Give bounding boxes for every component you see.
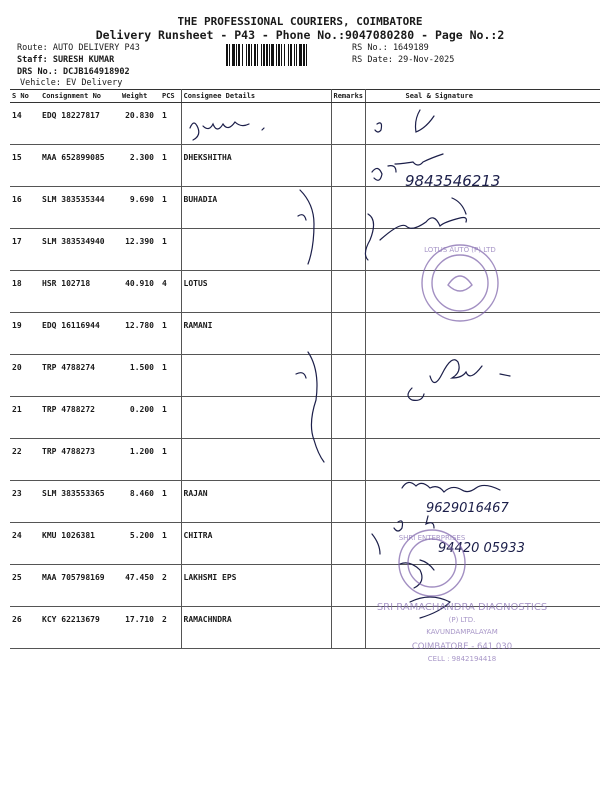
row-consignment-no: SLM 383535344 [40,187,120,229]
svg-text:KAVUNDAMPALAYAM: KAVUNDAMPALAYAM [426,628,498,636]
row-consignee [181,355,331,397]
table-row [10,313,600,355]
barcode-bar [229,44,230,66]
row-consignee: CHITRA [181,523,331,565]
row-seal-signature [365,481,600,523]
barcode-bar [238,44,240,66]
row-remarks [331,439,365,481]
runsheet-table [10,89,600,649]
row-consignee: LAKHSMI EPS [181,565,331,607]
header-seal: Seal & Signature [365,90,600,103]
header-consignee: Consignee Details [181,90,331,103]
row-sno: 21 [10,397,40,439]
row-weight: 1.500 [120,355,160,397]
row-remarks [331,397,365,439]
table-row [10,397,600,439]
row-weight: 47.450 [120,565,160,607]
barcode-bar [232,44,235,66]
row-consignment-no: KMU 1026381 [40,523,120,565]
row-consignee: BUHADIA [181,187,331,229]
row-pcs: 1 [160,481,181,523]
row-weight: 9.690 [120,187,160,229]
row-weight: 20.830 [120,103,160,145]
row-seal-signature [365,145,600,187]
row-consignee [181,439,331,481]
row-pcs: 1 [160,229,181,271]
rs-date: RS Date: 29-Nov-2025 [352,55,455,65]
barcode-bar [242,44,243,66]
row-sno: 25 [10,565,40,607]
row-weight: 1.200 [120,439,160,481]
row-consignment-no: SLM 383534940 [40,229,120,271]
rs-number: RS No.: 1649189 [352,43,429,53]
row-seal-signature [365,313,600,355]
row-consignment-no: SLM 383553365 [40,481,120,523]
row-weight: 12.780 [120,313,160,355]
handwritten-phone-23: 9629016467 [426,501,509,516]
barcode-bar [290,44,292,66]
header-pcs: PCS [160,90,181,103]
barcode-bar [306,44,307,66]
table-row [10,481,600,523]
handwritten-phone-15: 9843546213 [405,172,501,190]
company-title: THE PROFESSIONAL COURIERS, COIMBATORE [177,15,423,28]
table-row [10,271,600,313]
row-remarks [331,145,365,187]
row-remarks [331,607,365,649]
barcode-bar [263,44,265,66]
row-weight: 5.200 [120,523,160,565]
barcode-bar [299,44,302,66]
row-sno: 16 [10,187,40,229]
barcode-bar [246,44,247,66]
barcode-bar [269,44,270,66]
table-row [10,565,600,607]
row-consignment-no: TRP 4788272 [40,397,120,439]
barcode-bar [261,44,262,66]
row-weight: 17.710 [120,607,160,649]
barcode-bar [296,44,297,66]
row-remarks [331,565,365,607]
row-pcs: 1 [160,103,181,145]
table-row [10,355,600,397]
barcode-bar [257,44,258,66]
row-weight: 8.460 [120,481,160,523]
row-pcs: 2 [160,607,181,649]
row-consignment-no: HSR 102718 [40,271,120,313]
row-seal-signature [365,439,600,481]
row-remarks [331,355,365,397]
row-remarks [331,187,365,229]
table-row [10,103,600,145]
row-sno: 18 [10,271,40,313]
barcode-bar [271,44,274,66]
svg-text:SRI RAMACHANDRA DIAGNOSTICS: SRI RAMACHANDRA DIAGNOSTICS [376,602,548,613]
barcode-bar [284,44,285,66]
row-seal-signature [365,397,600,439]
row-remarks [331,313,365,355]
row-pcs: 1 [160,439,181,481]
barcode-bar [278,44,280,66]
row-remarks [331,523,365,565]
row-remarks [331,271,365,313]
row-pcs: 4 [160,271,181,313]
row-sno: 19 [10,313,40,355]
row-consignment-no: TRP 4788273 [40,439,120,481]
barcode-bar [251,44,252,66]
svg-text:(P) LTD.: (P) LTD. [448,616,476,624]
svg-text:SHRI ENTERPRISES: SHRI ENTERPRISES [398,534,466,542]
runsheet-subtitle: Delivery Runsheet - P43 - Phone No.:9047080280 - Page No.:2 [95,28,505,42]
row-weight: 0.200 [120,397,160,439]
barcode-bar [303,44,305,66]
row-consignment-no: MAA 705798169 [40,565,120,607]
row-seal-signature [365,607,600,649]
barcode-bar [294,44,295,66]
row-pcs: 1 [160,187,181,229]
barcode-bar [266,44,268,66]
barcode-bar [248,44,250,66]
row-seal-signature [365,229,600,271]
row-consignee [181,229,331,271]
row-consignee: LOTUS [181,271,331,313]
row-seal-signature [365,565,600,607]
row-pcs: 1 [160,313,181,355]
header-consignment: Consignment No [40,90,120,103]
barcode-bar [281,44,282,66]
barcode-bar [254,44,256,66]
row-remarks [331,481,365,523]
row-sno: 15 [10,145,40,187]
row-remarks [331,103,365,145]
barcode-bar [288,44,289,66]
row-pcs: 1 [160,355,181,397]
row-weight: 40.910 [120,271,160,313]
row-sno: 22 [10,439,40,481]
header-weight: Weight [120,90,160,103]
row-seal-signature [365,103,600,145]
row-seal-signature [365,187,600,229]
row-weight: 12.390 [120,229,160,271]
row-sno: 24 [10,523,40,565]
row-sno: 26 [10,607,40,649]
row-sno: 14 [10,103,40,145]
table-row [10,187,600,229]
svg-text:LOTUS AUTO (P) LTD: LOTUS AUTO (P) LTD [424,246,496,254]
row-consignee [181,103,331,145]
row-consignment-no: MAA 652899085 [40,145,120,187]
row-weight: 2.300 [120,145,160,187]
svg-text:COIMBATORE - 641 030: COIMBATORE - 641 030 [411,642,513,652]
row-consignee: RAMANI [181,313,331,355]
row-pcs: 1 [160,397,181,439]
barcode-bar [276,44,277,66]
row-consignment-no: TRP 4788274 [40,355,120,397]
row-consignee: RAMACHNDRA [181,607,331,649]
row-sno: 23 [10,481,40,523]
row-consignment-no: KCY 62213679 [40,607,120,649]
header-sno: S No [10,90,40,103]
drs-number: DRS No.: DCJB164918902 [17,67,130,77]
row-seal-signature [365,271,600,313]
row-consignee: RAJAN [181,481,331,523]
row-pcs: 2 [160,565,181,607]
row-consignee: DHEKSHITHA [181,145,331,187]
row-pcs: 1 [160,145,181,187]
table-header-row [10,90,600,103]
table-row [10,229,600,271]
barcode-bar [236,44,237,66]
row-seal-signature [365,523,600,565]
handwritten-phone-24: 94420 05933 [438,541,525,556]
vehicle-field: Vehicle: EV Delivery [20,78,123,88]
row-seal-signature [365,355,600,397]
header-remarks: Remarks [331,90,365,103]
row-consignment-no: EDQ 16116944 [40,313,120,355]
row-remarks [331,229,365,271]
svg-text:CELL : 9842194418: CELL : 9842194418 [427,655,497,663]
route-field: Route: AUTO DELIVERY P43 [17,43,140,53]
table-row [10,523,600,565]
row-consignment-no: EDQ 18227817 [40,103,120,145]
table-row [10,145,600,187]
row-sno: 20 [10,355,40,397]
row-sno: 17 [10,229,40,271]
row-consignee [181,397,331,439]
barcode-bar [226,44,228,66]
table-row [10,439,600,481]
staff-field: Staff: SURESH KUMAR [17,55,115,65]
table-row [10,607,600,649]
row-pcs: 1 [160,523,181,565]
barcode-image [226,44,346,66]
